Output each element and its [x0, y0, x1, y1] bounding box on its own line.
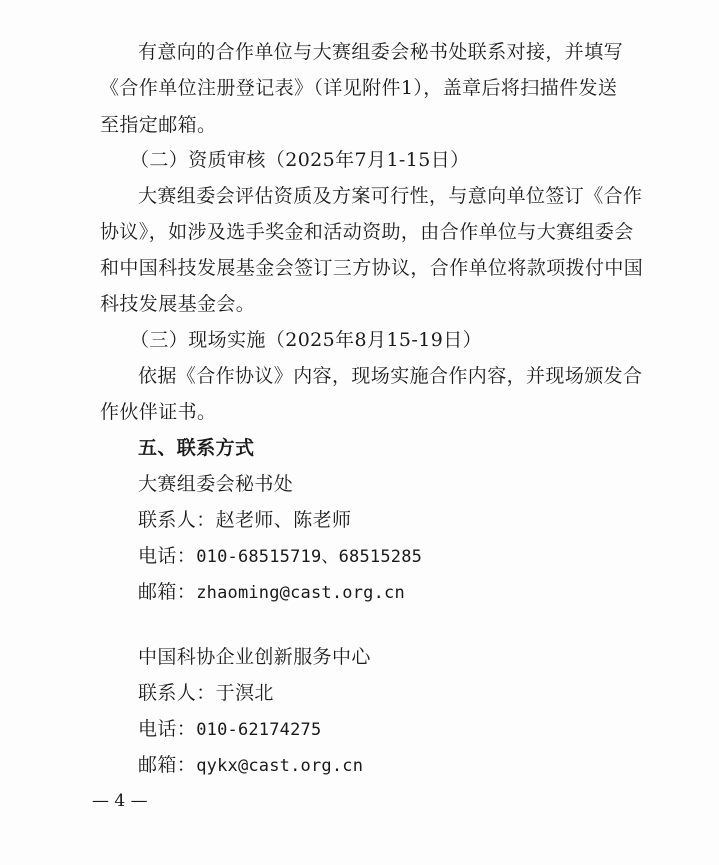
paragraph-3-line-2: 作伙伴证书。	[100, 401, 217, 423]
contact-2-person: 于溟北	[215, 682, 274, 704]
paragraph-2-line-1: 大赛组委会评估资质及方案可行性，与意向单位签订《合作	[138, 185, 643, 207]
contact-2-person-row	[138, 681, 274, 705]
paragraph-1-line-3: 至指定邮箱。	[100, 114, 217, 136]
contact-1-email-row	[138, 580, 405, 605]
contact-1-phone-label: 电话：	[138, 545, 197, 567]
contact-2-email[interactable]: qykx@cast.org.cn	[196, 756, 364, 776]
contact-2-phone: 010-62174275	[196, 720, 322, 740]
contact-2-phone-label: 电话：	[138, 718, 197, 740]
contact-2-email-row	[138, 753, 363, 778]
contact-1-org: 大赛组委会秘书处	[138, 473, 294, 495]
contact-1-email-label: 邮箱：	[138, 581, 197, 603]
paragraph-2-line-4: 科技发展基金会。	[100, 293, 256, 315]
paragraph-3-line-1: 依据《合作协议》内容，现场实施合作内容，并现场颁发合	[138, 365, 643, 387]
page-number: — 4 —	[92, 791, 148, 811]
paragraph-1-line-1: 有意向的合作单位与大赛组委会秘书处联系对接，并填写	[138, 41, 624, 63]
section-5-heading: 五、联系方式	[138, 437, 255, 459]
step-3-heading: （三）现场实施（2025年8月15-19日）	[130, 329, 483, 351]
contact-2-person-label: 联系人：	[138, 682, 216, 704]
contact-1-phone-row	[138, 544, 422, 569]
contact-2-org: 中国科协企业创新服务中心	[138, 646, 371, 668]
step-2-heading: （二）资质审核（2025年7月1-15日）	[130, 149, 470, 171]
contact-2-phone-row	[138, 717, 321, 742]
contact-1-person-label: 联系人：	[138, 509, 216, 531]
paragraph-2-line-2: 协议》，如涉及选手奖金和活动资助，由合作单位与大赛组委会	[100, 221, 634, 243]
paragraph-2-line-3: 和中国科技发展基金会签订三方协议，合作单位将款项拨付中国	[100, 257, 644, 279]
contact-2-email-label: 邮箱：	[138, 754, 197, 776]
contact-1-person: 赵老师、陈老师	[215, 509, 352, 531]
contact-1-person-row	[138, 508, 351, 532]
paragraph-1-line-2: 《合作单位注册登记表》（详见附件1），盖章后将扫描件发送	[100, 77, 618, 99]
contact-1-email[interactable]: zhaoming@cast.org.cn	[196, 583, 405, 603]
contact-1-phone: 010-68515719、68515285	[196, 547, 423, 567]
